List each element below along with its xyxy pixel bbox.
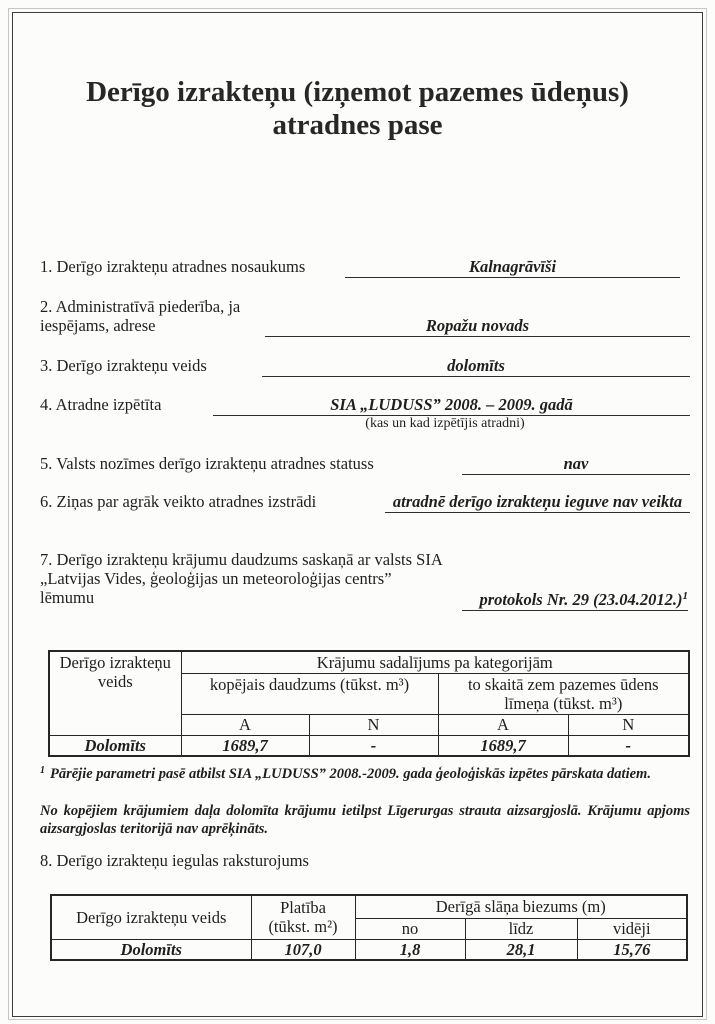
field-6-label: 6. Ziņas par agrāk veikto atradnes izstrādi [40,492,317,511]
title-line-2: atradnes pase [272,109,443,141]
deposit-row-type: Dolomīts [51,939,251,960]
field-7-value-text: protokols Nr. 29 (23.04.2012.) [479,590,683,609]
field-6-value: atradnē derīgo izrakteņu ieguve nav veikta [385,492,690,513]
field-3-value: dolomīts [262,356,690,377]
reserves-header-row [49,651,689,673]
deposit-thickness-header: Derīgā slāņa biezums (m) [355,895,687,918]
title-line-1: Derīgo izrakteņu (izņemot pazemes ūdeņus) [86,76,629,108]
thickness-to-header: līdz [465,918,577,939]
reserves-below-water-header-line-2: līmeņa (tūkst. m³) [504,693,623,713]
footnote [40,766,690,783]
field-4-value: SIA „LUDUSS” 2008. – 2009. gadā [213,395,690,416]
footnote-marker: 1 [40,765,45,776]
field-2-label-line-2: iespējams, adrese [40,316,156,335]
reserves-cell: 1689,7 [438,735,568,756]
field-5-value: nav [462,454,690,475]
category-header: A [181,714,309,735]
reserves-below-water-header [438,673,689,714]
field-8-label: 8. Derīgo izrakteņu iegulas raksturojums [40,851,309,870]
category-header: N [309,714,438,735]
reserves-row-type: Dolomīts [49,735,181,756]
field-1-value: Kalnagrāvīši [345,257,680,278]
reserves-group-header: Krājumu sadalījums pa kategorijām [181,651,689,673]
field-7-label-line-3: lēmumu [40,588,95,607]
field-7-label-line-1: 7. Derīgo izrakteņu krājumu daudzums saskaņā ar valsts SIA [40,550,443,569]
document-title [12,76,703,142]
thickness-average-header: vidēji [577,918,687,939]
reserves-below-water-header-line-1: to skaitā zem pazemes ūdens [467,674,659,694]
field-7-label [40,550,443,607]
deposit-area-header-line-2: (tūkst. m²) [268,917,338,937]
thickness-to-cell: 28,1 [465,939,577,960]
thickness-from-header: no [355,918,465,939]
footnote-reference: 1 [682,590,688,602]
field-4-hint: (kas un kad izpētījis atradni) [365,416,525,431]
field-2-value: Ropažu novads [265,316,690,337]
deposit-area-header-line-1: Platība [280,898,326,918]
field-1-label: 1. Derīgo izrakteņu atradnes nosaukums [40,257,306,276]
field-7-value [462,590,688,611]
reserves-cell: 1689,7 [181,735,309,756]
deposit-type-header: Derīgo izrakteņu veids [51,895,251,939]
field-2-label [40,297,240,335]
thickness-from-cell: 1,8 [355,939,465,960]
reserves-type-header [49,651,181,735]
deposit-header-row [51,895,687,918]
field-7-label-line-2: „Latvijas Vides, ģeoloģijas un meteoroloģijas centrs” [40,569,392,588]
deposit-table [50,894,688,961]
reserves-type-header-line-1: Derīgo izrakteņu [59,653,171,672]
reserves-table [48,650,690,757]
table-row [49,735,689,756]
table-row [51,939,687,960]
thickness-average-cell: 15,76 [577,939,687,960]
deposit-area-header [251,895,355,939]
deposit-area-cell: 107,0 [251,939,355,960]
field-4-label: 4. Atradne izpētīta [40,395,162,414]
category-header: N [568,714,689,735]
reserves-total-header: kopējais daudzums (tūkst. m³) [181,673,438,714]
field-5-label: 5. Valsts nozīmes derīgo izrakteņu atradnes statuss [40,454,374,473]
field-2-label-line-1: 2. Administratīvā piederība, ja [40,297,241,316]
reserves-cell: - [309,735,438,756]
footnote-text: Pārējie parametri pasē atbilst SIA „LUDUSS” 2008.-2009. gada ģeoloģiskās izpētes pārskata datiem. [50,766,651,782]
reserves-type-header-line-2: veids [97,672,133,691]
reserves-cell: - [568,735,689,756]
field-3-label: 3. Derīgo izrakteņu veids [40,356,207,375]
protection-zone-note: No kopējiem krājumiem daļa dolomīta krājumu ietilpst Līgerurgas strauta aizsargjoslā. Krājumu apjoms aizsargjoslas teritorijā nav aprēķināts. [40,803,690,837]
category-header: A [438,714,568,735]
